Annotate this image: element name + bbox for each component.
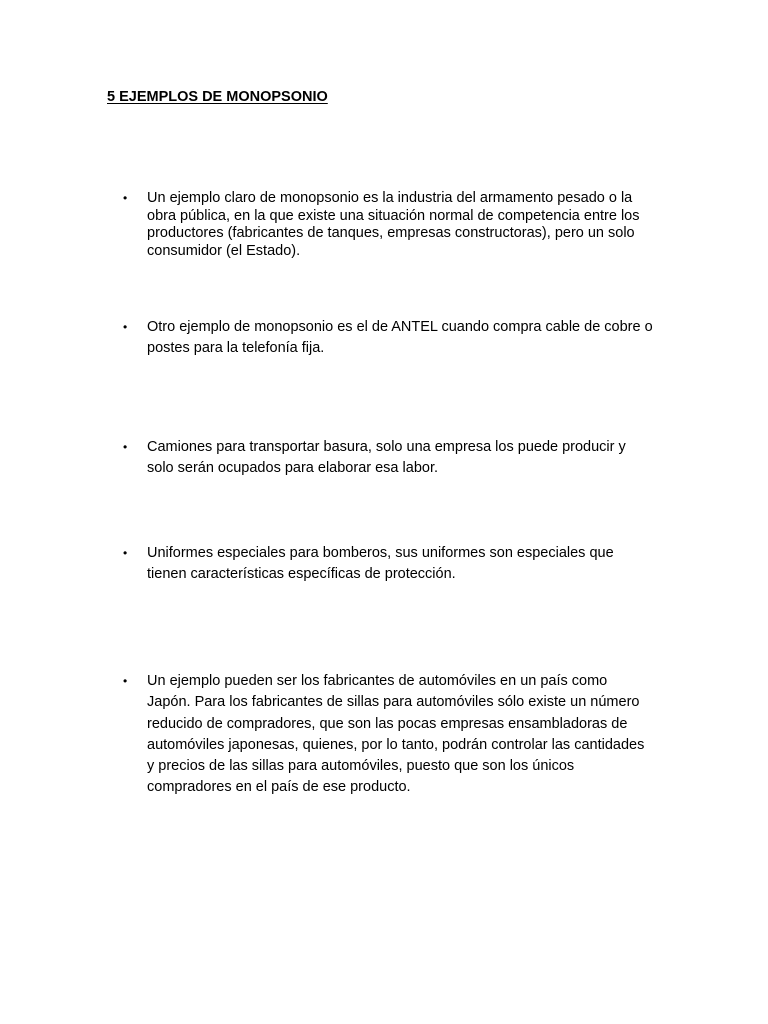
list-item bbox=[123, 437, 653, 479]
bullet-icon: • bbox=[123, 546, 128, 560]
list-item bbox=[123, 317, 653, 359]
bullet-icon: • bbox=[123, 674, 128, 688]
list-item-text: Un ejemplo pueden ser los fabricantes de automóviles en un país como Japón. Para los fabricantes de sillas para automóviles sólo existe un número reducido de compradores, que son las pocas empresas ensambladoras de automóviles japonesas, quienes, por lo tanto, podrán controlar las cantidades y precios de las sillas para automóviles, puesto que son los únicos compradores en el país de ese producto. bbox=[147, 673, 645, 796]
list-item-text: Un ejemplo claro de monopsonio es la industria del armamento pesado o la obra pública, en la que existe una situación normal de competencia entre los productores (fabricantes de tanques, empresas constructoras), pero un solo consumidor (el Estado). bbox=[147, 190, 640, 259]
list-item-text: Camiones para transportar basura, solo una empresa los puede producir y solo serán ocupados para elaborar esa labor. bbox=[147, 439, 626, 476]
list-item bbox=[123, 671, 653, 799]
document-title: 5 EJEMPLOS DE MONOPSONIO bbox=[107, 89, 328, 105]
list-item-text: Otro ejemplo de monopsonio es el de ANTEL cuando compra cable de cobre o postes para la telefonía fija. bbox=[147, 319, 653, 356]
bullet-icon: • bbox=[123, 191, 128, 205]
bullet-icon: • bbox=[123, 320, 128, 334]
list-item-text: Uniformes especiales para bomberos, sus uniformes son especiales que tienen características específicas de protección. bbox=[147, 545, 614, 582]
list-item bbox=[123, 190, 653, 260]
bullet-icon: • bbox=[123, 440, 128, 454]
list-item bbox=[123, 543, 653, 585]
